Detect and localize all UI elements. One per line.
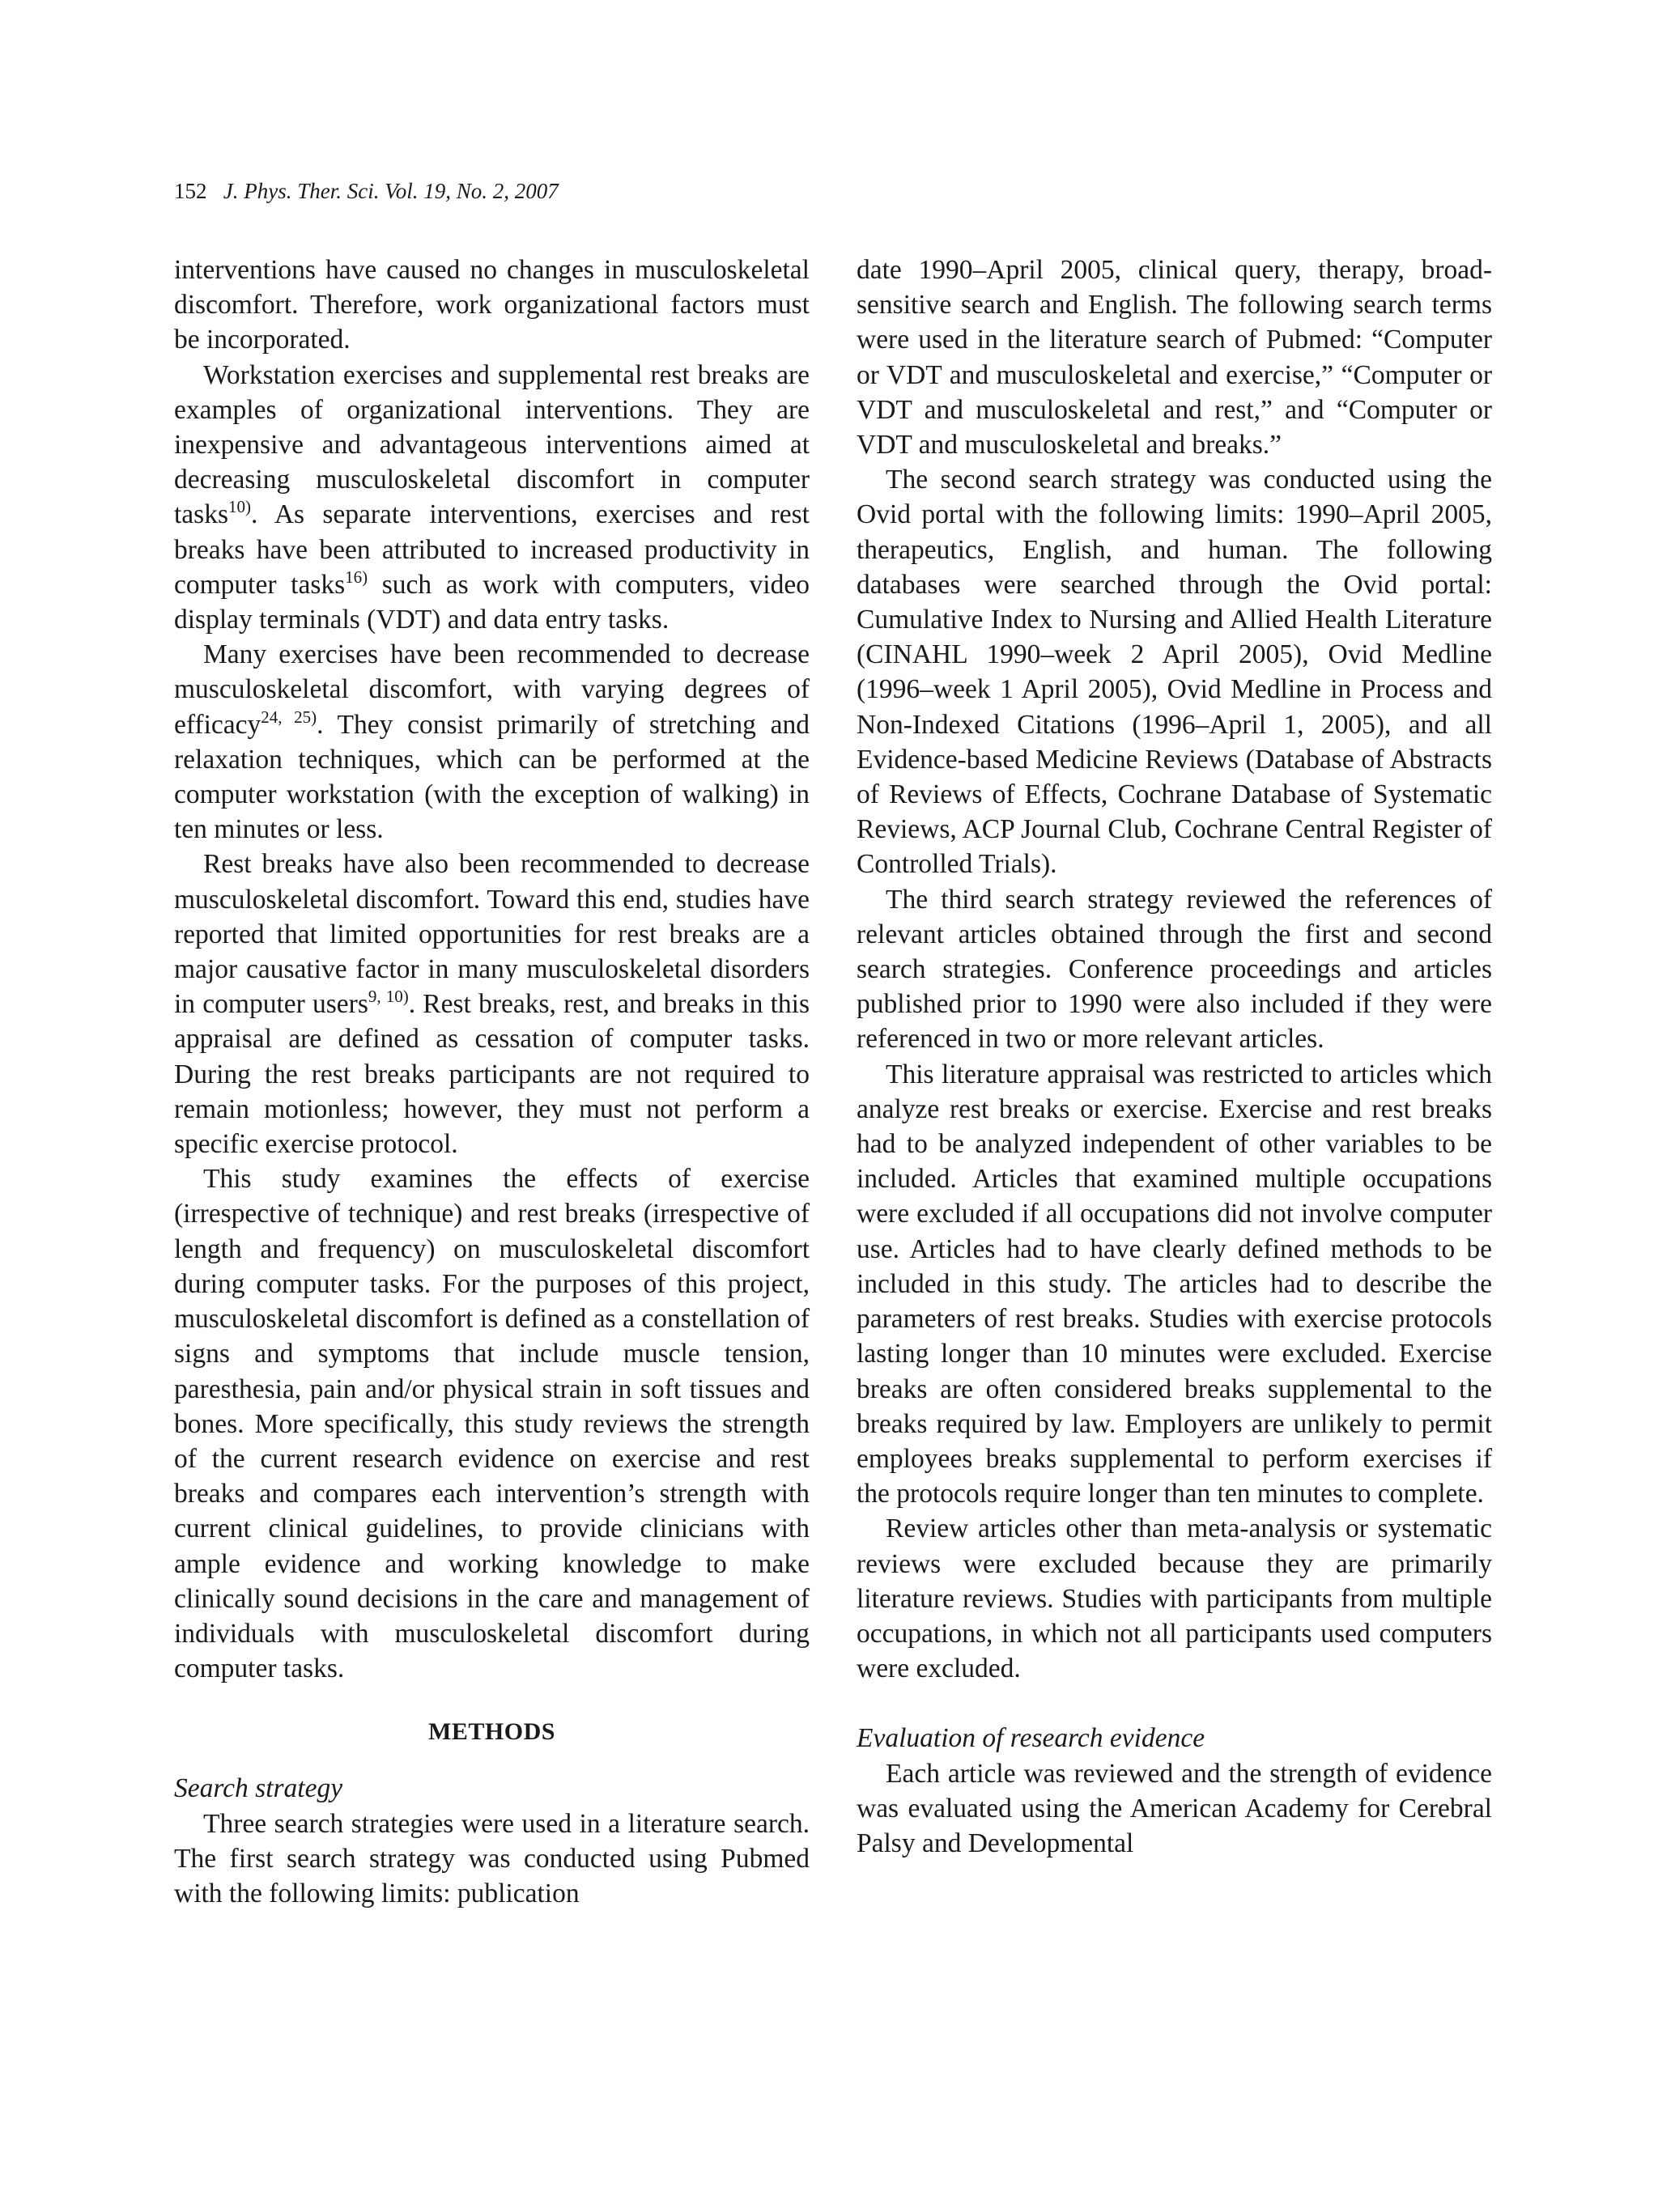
journal-citation: J. Phys. Ther. Sci. Vol. 19, No. 2, 2007 <box>223 179 559 203</box>
paragraph: Each article was reviewed and the strength of evidence was evaluated using the American Academy for Cerebral Palsy and Developmental <box>857 1758 1492 1858</box>
section-heading-methods: METHODS <box>428 1718 555 1746</box>
running-head <box>174 176 559 206</box>
paragraph: Rest breaks have also been recommended to decrease musculoskeletal discomfort. Toward this end, studies have reported that limited opportunities for rest breaks are a major causative factor in many musculoskeletal disorders in computer users$^{9, 10)}$. Rest breaks, rest, and breaks in this appraisal are defined as cessation of computer tasks. During the rest breaks participants are not required to remain motionless; however, they must not perform a specific exercise protocol. <box>174 849 810 1160</box>
paragraph: interventions have caused no changes in musculoskeletal discomfort. Therefore, work organizational factors must be incorporated. <box>174 255 810 355</box>
paragraph: This literature appraisal was restricted to articles which analyze rest breaks or exercise. Exercise and rest breaks had to be analyzed independent of other variables to be included. Articles that examined multiple occupations were excluded if all occupations did not involve computer use. Articles had to have clearly defined methods to be included in this study. The articles had to describe the parameters of rest breaks. Studies with exercise protocols lasting longer than 10 minutes were excluded. Exercise breaks are often considered breaks supplemental to the breaks required by law. Employers are unlikely to permit employees breaks supplemental to perform exercises if the protocols require longer than ten minutes to complete. <box>857 1059 1492 1509</box>
subsection-heading: Evaluation of research evidence <box>857 1723 1205 1754</box>
citation-ref: 10) <box>228 497 251 517</box>
paragraph: Workstation exercises and supplemental rest breaks are examples of organizational interventions. They are inexpensive and advantageous interventions aimed at decreasing musculoskeletal discomfort in computer tasks$^{10)}$. As separate interventions, exercises and rest breaks have been attributed to increased productivity in computer tasks$^{16)}$ such as work with computers, video display terminals (VDT) and data entry tasks. <box>174 359 810 635</box>
subsection-heading: Search strategy <box>174 1773 343 1804</box>
citation-ref: 24, 25) <box>261 707 317 727</box>
citation-ref: 16) <box>345 567 368 587</box>
paragraph: date 1990–April 2005, clinical query, therapy, broad-sensitive search and English. The following search terms were used in the literature search of Pubmed: “Computer or VDT and musculoskeletal and exercise,” “Computer or VDT and musculoskeletal and rest,” and “Computer or VDT and musculoskeletal and breaks.” <box>857 255 1492 461</box>
paragraph: This study examines the effects of exercise (irrespective of technique) and rest breaks (irrespective of length and frequency) on musculoskeletal discomfort during computer tasks. For the purposes of this project, musculoskeletal discomfort is defined as a constellation of signs and symptoms that include muscle tension, paresthesia, pain and/or physical strain in soft tissues and bones. More specifically, this study reviews the strength of the current research evidence on exercise and rest breaks and compares each intervention’s strength with current clinical guidelines, to provide clinicians with ample evidence and working knowledge to make clinically sound decisions in the care and management of individuals with musculoskeletal discomfort during computer tasks. <box>174 1164 810 1684</box>
left-column <box>174 253 810 1911</box>
right-column <box>857 253 1492 1861</box>
paragraph: Review articles other than meta-analysis or systematic reviews were excluded because they are primarily literature reviews. Studies with participants from multiple occupations, in which not all participants used computers were excluded. <box>857 1514 1492 1684</box>
paragraph: The second search strategy was conducted using the Ovid portal with the following limits: 1990–April 2005, therapeutics, English, and human. The following databases were searched through the Ovid portal: Cumulative Index to Nursing and Allied Health Literature (CINAHL 1990–week 2 April 2005), Ovid Medline (1996–week 1 April 2005), Ovid Medline in Process and Non-Indexed Citations (1996–April 1, 2005), and all Evidence-based Medicine Reviews (Database of Abstracts of Reviews of Effects, Cochrane Database of Systematic Reviews, ACP Journal Club, Cochrane Central Register of Controlled Trials). <box>857 465 1492 880</box>
paragraph: The third search strategy reviewed the references of relevant articles obtained through the first and second search strategies. Conference proceedings and articles published prior to 1990 were also included if they were referenced in two or more relevant articles. <box>857 884 1492 1055</box>
page-number: 152 <box>174 179 207 203</box>
paragraph: Three search strategies were used in a literature search. The first search strategy was conducted using Pubmed with the following limits: publication <box>174 1808 810 1908</box>
citation-ref: 9, 10) <box>368 987 409 1007</box>
spacer <box>857 1686 1492 1721</box>
paragraph: Many exercises have been recommended to decrease musculoskeletal discomfort, with varying degrees of efficacy$^{24, 25)}$. They consist primarily of stretching and relaxation techniques, which can be performed at the computer workstation (with the exception of walking) in ten minutes or less. <box>174 639 810 845</box>
